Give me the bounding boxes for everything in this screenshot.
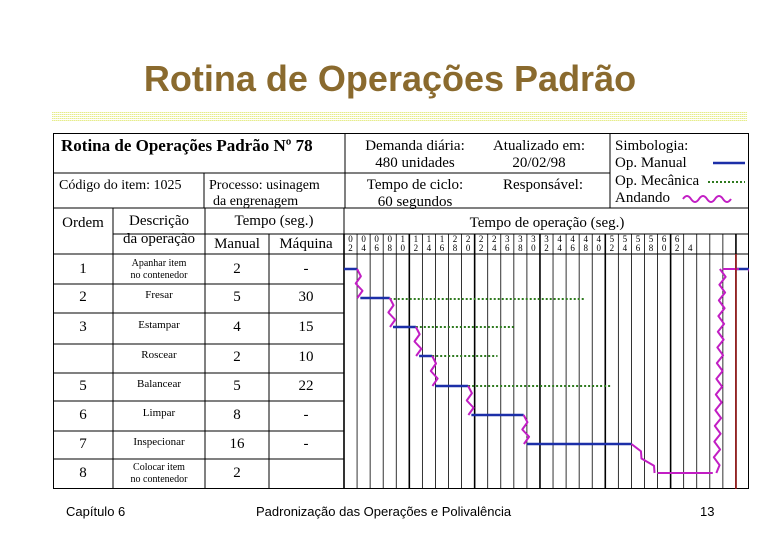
walking-path — [414, 327, 421, 356]
scale-tick-units: 0 — [661, 243, 667, 253]
process-label: Processo: usinagem — [209, 178, 320, 193]
scale-tick-units: 0 — [531, 243, 536, 253]
row-order: 6 — [79, 407, 87, 423]
sheet-heading: Rotina de Operações Padrão Nº 78 — [61, 136, 313, 155]
column-description: Descrição — [129, 213, 189, 229]
scale-tick-units: 2 — [478, 243, 484, 253]
scale-tick-units: 4 — [687, 243, 693, 253]
scale-tick-tens: 2 — [491, 234, 497, 244]
row-machine-time: - — [303, 261, 309, 277]
scale-tick-tens: 3 — [544, 234, 549, 244]
row-description: Balancear — [137, 378, 181, 390]
column-operation-time: Tempo de operação (seg.) — [469, 215, 625, 231]
scale-tick-tens: 0 — [374, 234, 379, 244]
cycle-value: 60 segundos — [377, 194, 453, 210]
row-manual-time: 8 — [233, 407, 241, 423]
row-manual-time: 5 — [233, 378, 241, 394]
scale-tick-units: 6 — [439, 243, 445, 253]
row-machine-time: - — [303, 407, 309, 423]
scale-tick-tens: 2 — [478, 234, 484, 244]
scale-tick-tens: 4 — [557, 234, 562, 244]
scale-tick-tens: 2 — [452, 234, 458, 244]
row-description: Colocar item — [133, 462, 185, 473]
scale-tick-units: 2 — [348, 243, 353, 253]
row-description: Estampar — [138, 319, 180, 331]
row-order: 5 — [79, 378, 87, 394]
column-machine: Máquina — [279, 236, 333, 252]
scale-tick-units: 4 — [426, 243, 432, 253]
scale-tick-tens: 0 — [361, 234, 366, 244]
scale-tick-units: 4 — [491, 243, 497, 253]
scale-tick-units: 4 — [622, 243, 628, 253]
standard-operations-sheet — [53, 133, 749, 489]
row-manual-time: 2 — [233, 261, 241, 277]
scale-tick-tens: 4 — [583, 234, 588, 244]
row-description: Fresar — [145, 289, 173, 301]
scale-tick-units: 0 — [465, 243, 471, 253]
scale-tick-units: 2 — [609, 243, 615, 253]
row-description: Limpar — [142, 407, 176, 419]
scale-tick-units: 8 — [648, 243, 654, 253]
updated-label: Atualizado em: — [492, 138, 586, 154]
scale-tick-units: 0 — [400, 243, 406, 253]
row-manual-time: 2 — [233, 465, 241, 481]
scale-tick-tens: 5 — [609, 234, 615, 244]
scale-tick-units: 2 — [413, 243, 419, 253]
process-label-2: da engrenagem — [213, 194, 299, 209]
scale-tick-units: 2 — [674, 243, 680, 253]
row-order: 8 — [79, 465, 87, 481]
scale-tick-tens: 3 — [505, 234, 510, 244]
row-order: 7 — [79, 436, 87, 452]
row-manual-time: 16 — [229, 436, 245, 452]
row-description: Inspecionar — [133, 436, 185, 448]
symbol-walk-label: Andando — [615, 190, 670, 206]
scale-tick-tens: 5 — [648, 234, 654, 244]
scale-tick-tens: 1 — [426, 234, 432, 244]
symbol-manual-label: Op. Manual — [615, 155, 687, 171]
title-divider — [52, 112, 747, 122]
scale-tick-tens: 6 — [661, 234, 667, 244]
footer-page-number: 13 — [700, 504, 715, 519]
walking-path — [467, 386, 474, 415]
column-order: Ordem — [62, 215, 104, 231]
symbol-machine-label: Op. Mecânica — [615, 173, 700, 189]
scale-tick-units: 6 — [505, 243, 510, 253]
scale-tick-units: 8 — [518, 243, 523, 253]
scale-tick-tens: 4 — [596, 234, 602, 244]
scale-tick-tens: 2 — [465, 234, 471, 244]
row-description: Roscear — [141, 349, 177, 361]
scale-tick-units: 6 — [635, 243, 641, 253]
scale-tick-tens: 5 — [635, 234, 641, 244]
row-order: 2 — [79, 289, 87, 305]
scale-tick-tens: 0 — [387, 234, 392, 244]
column-description-2: da operação — [122, 231, 196, 247]
legend-walk-line — [683, 196, 731, 202]
footer-chapter: Capítulo 6 — [66, 504, 126, 519]
walking-path — [522, 415, 529, 444]
row-machine-time: 30 — [298, 289, 314, 305]
item-code: Código do item: 1025 — [59, 178, 182, 193]
column-time: Tempo (seg.) — [234, 213, 314, 229]
row-machine-time: - — [303, 436, 309, 452]
walking-path — [388, 298, 395, 327]
column-manual: Manual — [214, 236, 260, 252]
walking-path — [631, 444, 654, 473]
cycle-label: Tempo de ciclo: — [366, 177, 464, 193]
row-manual-time: 2 — [233, 349, 241, 365]
row-machine-time: 22 — [298, 378, 314, 394]
walking-path — [431, 356, 438, 386]
scale-tick-units: 8 — [387, 243, 392, 253]
scale-tick-units: 6 — [570, 243, 575, 253]
scale-tick-units: 4 — [557, 243, 562, 253]
scale-tick-tens: 5 — [622, 234, 628, 244]
row-description-2: no contenedor — [130, 270, 188, 281]
row-manual-time: 5 — [233, 289, 241, 305]
row-machine-time: 15 — [298, 319, 314, 335]
scale-tick-tens: 3 — [518, 234, 523, 244]
scale-tick-units: 8 — [452, 243, 458, 253]
row-manual-time: 4 — [233, 319, 241, 335]
scale-tick-tens: 6 — [674, 234, 680, 244]
scale-tick-units: 2 — [544, 243, 549, 253]
row-description-2: no contenedor — [130, 474, 188, 485]
walking-path — [714, 269, 726, 473]
demand-label: Demanda diária: — [365, 138, 465, 154]
scale-tick-units: 6 — [374, 243, 379, 253]
scale-tick-tens: 1 — [413, 234, 419, 244]
slide-title: Rotina de Operações Padrão — [143, 58, 637, 99]
scale-tick-tens: 0 — [348, 234, 353, 244]
row-order: 3 — [79, 319, 87, 335]
scale-tick-tens: 3 — [531, 234, 536, 244]
scale-tick-units: 0 — [596, 243, 602, 253]
row-description: Apanhar item — [131, 258, 187, 269]
row-order: 1 — [79, 261, 87, 277]
scale-tick-tens: 1 — [439, 234, 445, 244]
updated-value: 20/02/98 — [512, 155, 566, 171]
scale-tick-tens: 1 — [400, 234, 406, 244]
scale-tick-tens: 4 — [570, 234, 575, 244]
responsible-label: Responsável: — [503, 177, 583, 193]
row-machine-time: 10 — [298, 349, 314, 365]
symbology-label: Simbologia: — [615, 138, 689, 154]
scale-tick-units: 8 — [583, 243, 588, 253]
footer-subject: Padronização das Operações e Polivalência — [256, 504, 512, 519]
demand-value: 480 unidades — [375, 155, 455, 171]
scale-tick-units: 4 — [361, 243, 366, 253]
